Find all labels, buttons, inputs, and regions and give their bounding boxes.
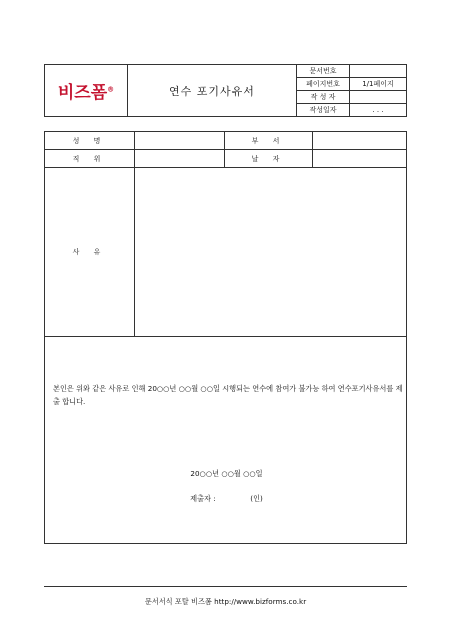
date-label: 날 자 (225, 150, 313, 168)
statement-text: 본인은 위와 같은 사유로 인해 20○○년 ○○월 ○○일 시행되는 연수에 참여가 불가능 하여 연수포기사유서를 제출 합니다. (53, 384, 403, 406)
seal-mark: (인) (250, 494, 263, 503)
title-cell (128, 65, 297, 117)
meta-label-doc-number: 문서번호 (297, 65, 350, 78)
bizforms-logo: 비즈폼® (57, 83, 115, 103)
name-label: 성 명 (45, 132, 135, 150)
footer-text: 문서서식 포탈 비즈폼 http://www.bizforms.co.kr (144, 597, 307, 606)
position-field[interactable] (135, 150, 225, 168)
statement-date: 20○○년 ○○월 ○○일 (190, 469, 263, 478)
meta-label-created-date: 작성일자 (297, 104, 350, 117)
document-header (44, 64, 407, 117)
applicant-form (44, 131, 407, 337)
position-label: 직 위 (45, 150, 135, 168)
logo-cell (45, 65, 128, 117)
meta-value-doc-number[interactable] (350, 65, 407, 78)
meta-value-created-date[interactable]: . . . (350, 104, 407, 117)
reason-field[interactable] (135, 168, 407, 337)
document-title: 연수 포기사유서 (169, 84, 255, 98)
department-field[interactable] (313, 132, 407, 150)
department-label: 부 서 (225, 132, 313, 150)
submitter-line (45, 494, 408, 504)
meta-label-author: 작 성 자 (297, 91, 350, 104)
meta-value-author[interactable] (350, 91, 407, 104)
meta-value-page-number[interactable]: 1/1페이지 (350, 78, 407, 91)
submitter-label: 제출자 : (190, 494, 216, 503)
reason-label: 사 유 (45, 168, 135, 337)
meta-label-page-number: 페이지번호 (297, 78, 350, 91)
date-field[interactable] (313, 150, 407, 168)
name-field[interactable] (135, 132, 225, 150)
statement-box (44, 336, 407, 544)
footer-divider (44, 586, 407, 587)
